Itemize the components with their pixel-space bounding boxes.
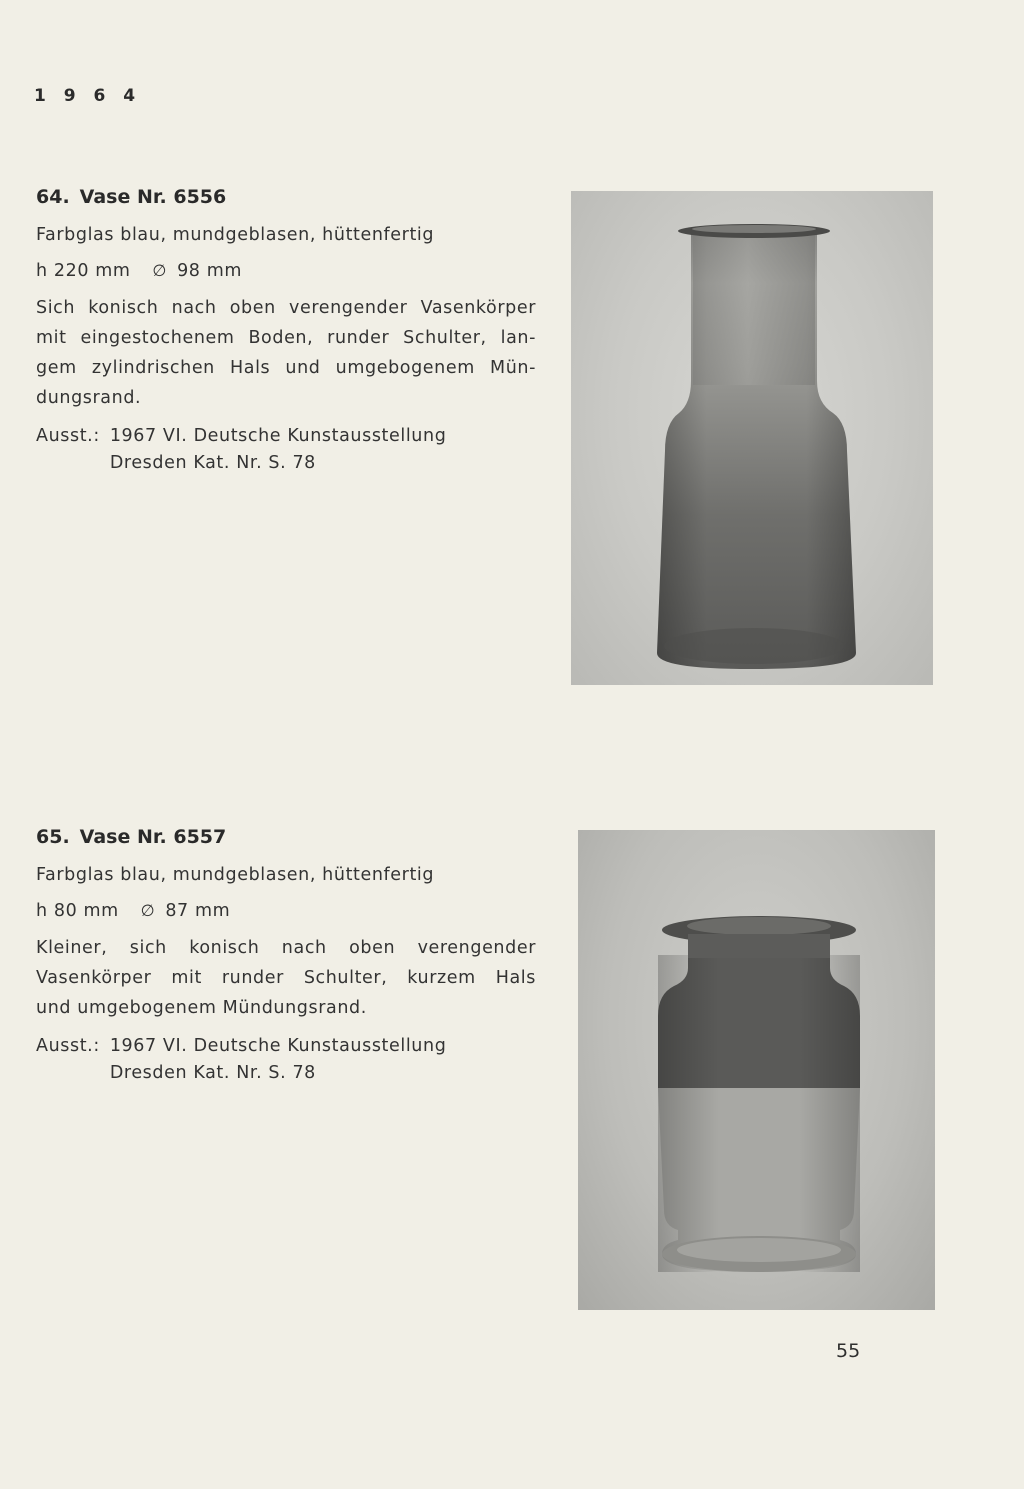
description	[36, 293, 536, 413]
entry-name: Vase Nr. 6556	[79, 186, 227, 208]
vase-6557-photo	[578, 830, 935, 1310]
diameter-icon: ∅	[152, 261, 168, 280]
exhibition-line: 1967 VI. Deutsche Kunstausstellung	[109, 426, 447, 446]
dimensions-line	[36, 897, 536, 925]
catalog-entry	[36, 826, 536, 1087]
description-line: Vasenkörper mit runder Schulter, kurzem Hals	[36, 968, 536, 988]
exhibition-line: Dresden Kat. Nr. S. 78	[109, 453, 316, 473]
entry-title	[36, 186, 536, 208]
entry-number: 65.	[36, 826, 70, 848]
material-line: Farbglas blau, mundgeblasen, hüttenfertig	[36, 225, 435, 245]
year-heading: 1 9 6 4	[34, 86, 142, 106]
description-line: Kleiner, sich konisch nach oben verengender	[36, 938, 536, 958]
entry-title	[36, 826, 536, 848]
description-line: mit eingestochenem Boden, runder Schulter, lan-	[36, 328, 536, 348]
diameter-value: 87 mm	[165, 901, 231, 921]
entry-name: Vase Nr. 6557	[79, 826, 227, 848]
catalog-entry	[36, 186, 536, 477]
description-line: gem zylindrischen Hals und umgebogenem Mün-	[36, 358, 536, 378]
height-value: h 220 mm	[36, 261, 131, 281]
description-line: und umgebogenem Mündungsrand.	[36, 998, 367, 1018]
tall-vase-illustration	[571, 191, 933, 685]
exhibition-label: Ausst.:	[36, 1036, 100, 1056]
height-value: h 80 mm	[36, 901, 119, 921]
exhibition-info	[36, 1033, 446, 1087]
dimensions-line	[36, 257, 536, 285]
page-number: 55	[836, 1340, 861, 1362]
exhibition-line: 1967 VI. Deutsche Kunstausstellung	[109, 1036, 447, 1056]
short-vase-illustration	[578, 830, 935, 1310]
exhibition-info	[36, 423, 446, 477]
vase-6556-photo	[571, 191, 933, 685]
description-line: Sich konisch nach oben verengender Vasenkörper	[36, 298, 536, 318]
diameter-icon: ∅	[140, 901, 156, 920]
exhibition-line: Dresden Kat. Nr. S. 78	[109, 1063, 316, 1083]
description	[36, 933, 536, 1023]
entry-number: 64.	[36, 186, 70, 208]
description-line: dungsrand.	[36, 388, 142, 408]
exhibition-label: Ausst.:	[36, 426, 100, 446]
diameter-value: 98 mm	[177, 261, 242, 281]
material-line: Farbglas blau, mundgeblasen, hüttenfertig	[36, 865, 435, 885]
